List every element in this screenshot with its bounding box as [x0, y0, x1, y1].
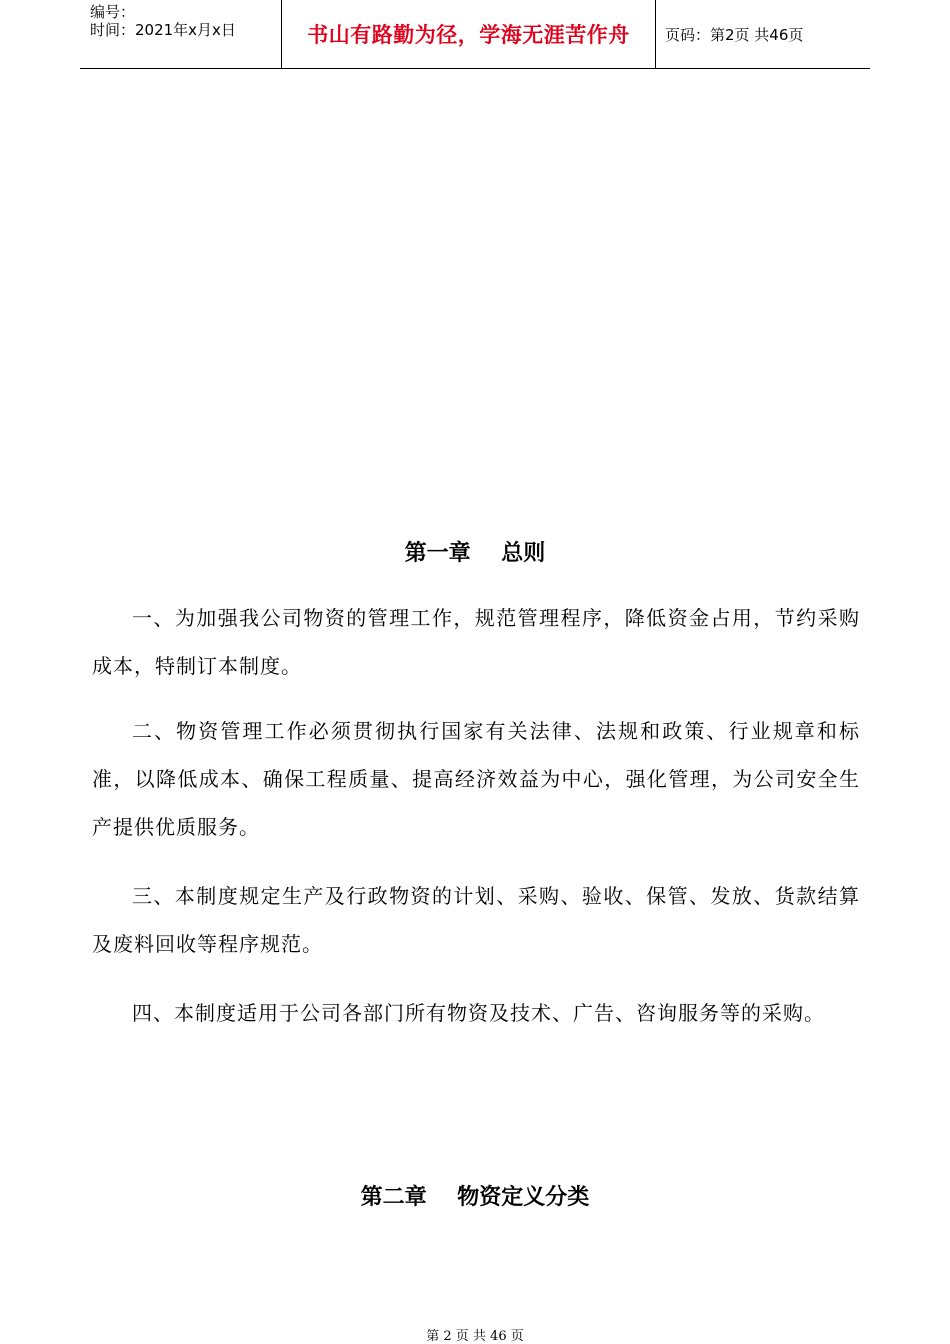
paragraph: 四、本制度适用于公司各部门所有物资及技术、广告、咨询服务等的采购。	[132, 1001, 825, 1025]
header-page-info: 页码：第2页 共46页	[665, 25, 804, 44]
paragraph: 一、为加强我公司物资的管理工作，规范管理程序，降低资金占用，节约采购成本，特制订本制度。	[92, 606, 860, 678]
chapter-1-title: 第一章 总则	[404, 541, 546, 566]
header-meta	[80, 0, 280, 68]
paragraph: 二、物资管理工作必须贯彻执行国家有关法律、法规和政策、行业规章和标准，以降低成本、确保工程质量、提高经济效益为中心，强化管理，为公司安全生产提供优质服务。	[92, 719, 860, 839]
document-number-label: 编号：	[90, 3, 136, 21]
header-divider	[655, 0, 656, 68]
page-footer: 第 2 页 共 46 页	[426, 1329, 524, 1344]
page-header	[80, 0, 870, 69]
document-date-label: 时间：2021年x月x日	[90, 21, 236, 39]
header-motto: 书山有路勤为径，学海无涯苦作舟	[307, 23, 630, 47]
paragraph: 三、本制度规定生产及行政物资的计划、采购、验收、保管、发放、货款结算及废料回收等程序规范。	[92, 884, 860, 956]
chapter-2-title: 第二章 物资定义分类	[360, 1185, 590, 1210]
